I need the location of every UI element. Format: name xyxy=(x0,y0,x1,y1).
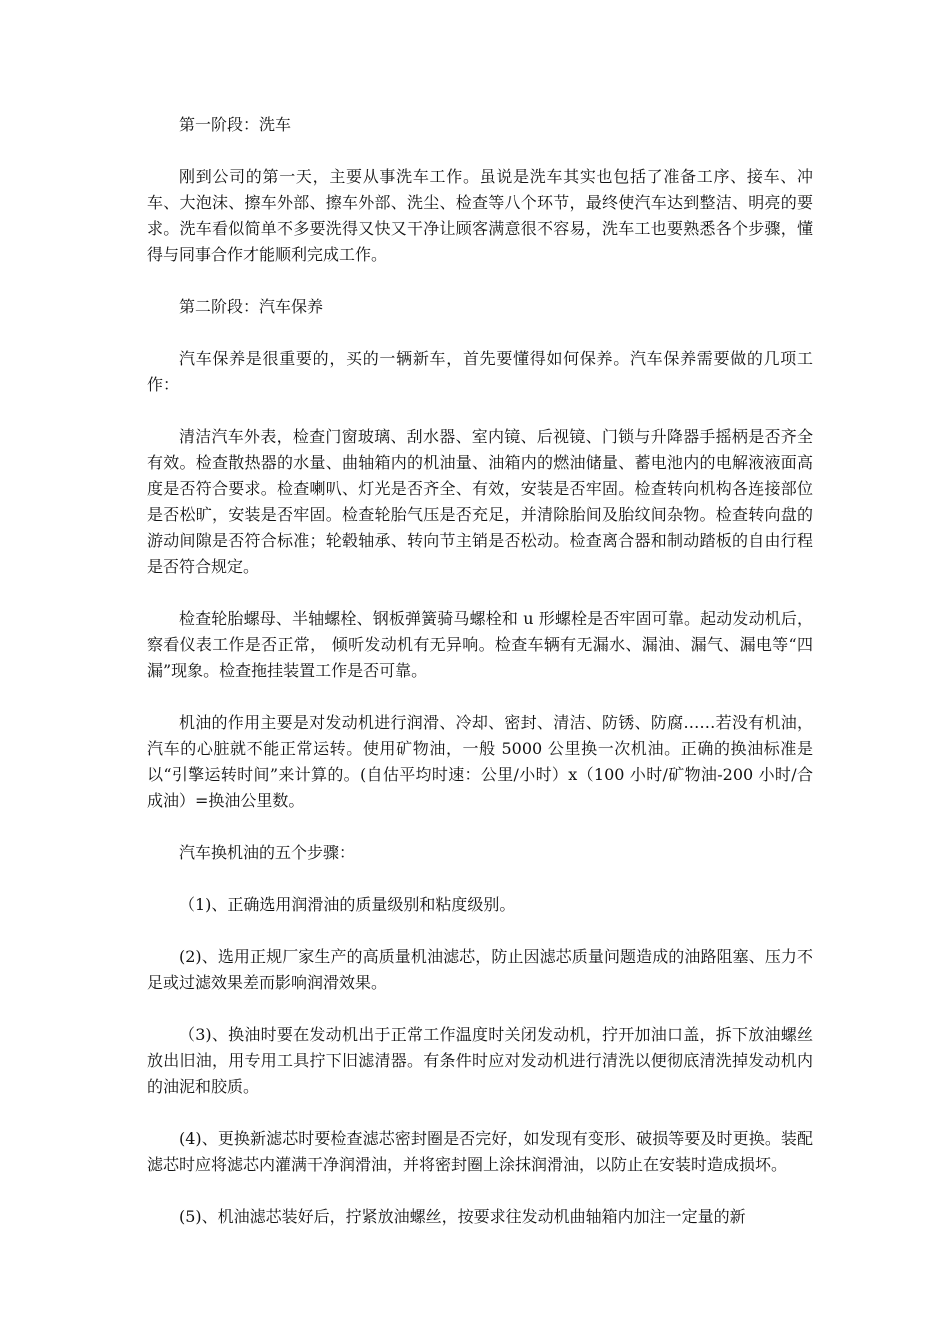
oil-step-3: （3)、换油时要在发动机出于正常工作温度时关闭发动机，拧开加油口盖，拆下放油螺丝放出旧油，用专用工具拧下旧滤清器。有条件时应对发动机进行清洗以便彻底清洗掉发动机内的油泥和胶质。 xyxy=(147,1025,813,1096)
paragraph-tire-engine-checks: 检查轮胎螺母、半轴螺栓、钢板弹簧骑马螺栓和 u 形螺栓是否牢固可靠。起动发动机后，察看仪表工作是否正常， 倾听发动机有无异响。检查车辆有无漏水、漏油、漏气、漏电等“四漏”现象。检查拖挂装置工作是否可靠。 xyxy=(147,609,813,680)
paragraph-maintenance-intro: 汽车保养是很重要的，买的一辆新车，首先要懂得如何保养。汽车保养需要做的几项工作： xyxy=(147,349,813,394)
oil-step-4: (4)、更换新滤芯时要检查滤芯密封圈是否完好，如发现有变形、破损等要及时更换。装配滤芯时应将滤芯内灌满干净润滑油，并将密封圈上涂抹润滑油，以防止在安装时造成损坏。 xyxy=(147,1129,813,1174)
paragraph-washing: 刚到公司的第一天，主要从事洗车工作。虽说是洗车其实也包括了准备工序、接车、冲车、大泡沫、擦车外部、擦车外部、洗尘、检查等八个环节，最终使汽车达到整洁、明亮的要求。洗车看似简单不多要洗得又快又干净让顾客满意很不容易，洗车工也要熟悉各个步骤，懂得与同事合作才能顺利完成工作。 xyxy=(147,167,813,264)
oil-step-2: (2)、选用正规厂家生产的高质量机油滤芯，防止因滤芯质量问题造成的油路阻塞、压力不足或过滤效果差而影响润滑效果。 xyxy=(147,947,813,992)
oil-step-5: (5)、机油滤芯装好后，拧紧放油螺丝，按要求往发动机曲轴箱内加注一定量的新 xyxy=(179,1207,746,1226)
section-heading-maintenance: 第二阶段：汽车保养 xyxy=(179,297,324,316)
section-heading-washing: 第一阶段：洗车 xyxy=(179,115,292,134)
paragraph-maintenance-checks: 清洁汽车外表，检查门窗玻璃、刮水器、室内镜、后视镜、门锁与升降器手摇柄是否齐全有效。检查散热器的水量、曲轴箱内的机油量、油箱内的燃油储量、蓄电池内的电解液液面高度是否符合要求。检查喇叭、灯光是否齐全、有效，安装是否牢固。检查转向机构各连接部位是否松旷，安装是否牢固。检查轮胎气压是否充足，并清除胎间及胎纹间杂物。检查转向盘的游动间隙是否符合标准；轮毂轴承、转向节主销是否松动。检查离合器和制动踏板的自由行程是否符合规定。 xyxy=(147,427,813,576)
document-body xyxy=(147,112,813,1256)
oil-step-1: （1)、正确选用润滑油的质量级别和粘度级别。 xyxy=(179,895,516,914)
paragraph-oil-steps-title: 汽车换机油的五个步骤： xyxy=(179,843,356,862)
paragraph-oil-function: 机油的作用主要是对发动机进行润滑、冷却、密封、清洁、防锈、防腐……若没有机油，汽车的心脏就不能正常运转。使用矿物油，一般 5000 公里换一次机油。正确的换油标准是以“引擎运转时间”来计算的。(自估平均时速：公里/小时）x（100 小时/矿物油-200 小时/合成油）=换油公里数。 xyxy=(147,713,813,810)
